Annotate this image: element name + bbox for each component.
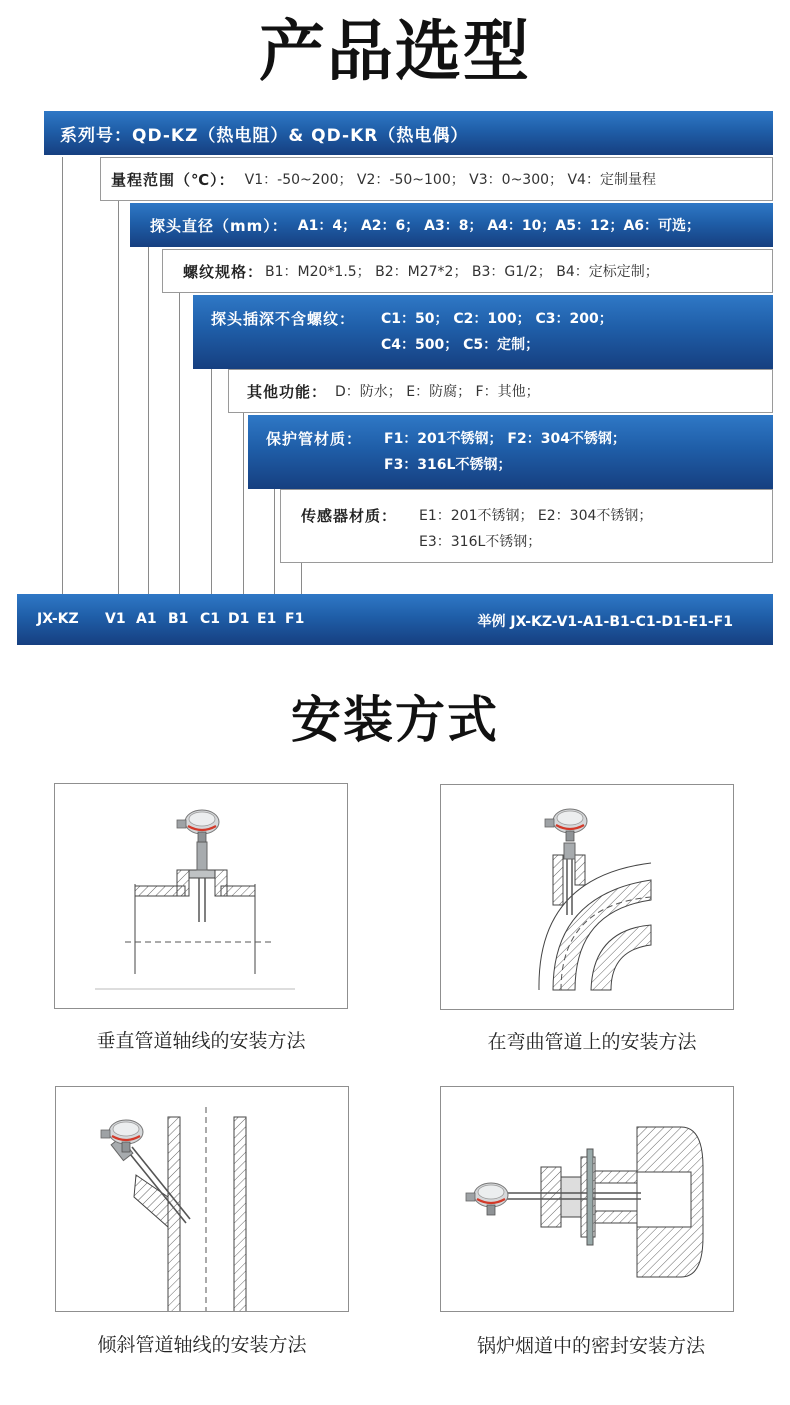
- code-v: V1: [105, 611, 126, 627]
- code-c: C1: [200, 611, 221, 627]
- code-a: A1: [136, 611, 157, 627]
- install-diagram-flue: [440, 1086, 734, 1312]
- insertion-depth-line-2: C4：500； C5：定制；: [381, 337, 540, 353]
- sensor-material-line-2: E3：316L不锈钢；: [419, 534, 542, 550]
- connector-line: [148, 203, 149, 594]
- other-functions-label: 其他功能：: [247, 382, 328, 401]
- probe-diameter-row: [130, 203, 773, 247]
- section-title-selection: 产品选型: [259, 13, 531, 90]
- tube-material-line-1: F1：201不锈钢； F2：304不锈钢；: [384, 431, 626, 447]
- probe-diameter-label: 探头直径（mm）：: [150, 216, 288, 235]
- range-row: [100, 157, 773, 201]
- sensor-material-line-1: E1：201不锈钢； E2：304不锈钢；: [419, 508, 653, 524]
- code-e: E1: [257, 611, 277, 627]
- install-caption-bent: 在弯曲管道上的安装方法: [487, 1031, 697, 1053]
- tube-material-label: 保护管材质：: [266, 430, 363, 448]
- tube-material-line-2: F3：316L不锈钢；: [384, 457, 512, 473]
- insertion-depth-row: [193, 295, 773, 369]
- code-d: D1: [228, 611, 250, 627]
- sensor-material-label: 传感器材质：: [301, 507, 398, 525]
- series-row: [44, 111, 773, 155]
- install-caption-inclined: 倾斜管道轴线的安装方法: [97, 1334, 307, 1356]
- section-title-installation: 安装方式: [291, 691, 499, 749]
- insertion-depth-label: 探头插深不含螺纹：: [211, 310, 356, 328]
- thread-spec-values: B1：M20*1.5； B2：M27*2； B3：G1/2； B4：定标定制；: [265, 264, 659, 280]
- sensor-material-row: [280, 489, 773, 563]
- probe-diameter-values: A1：4； A2：6； A3：8； A4：10；A5：12；A6：可选；: [297, 218, 701, 234]
- model-code-bar: [17, 594, 773, 645]
- code-f: F1: [285, 611, 305, 627]
- install-diagram-vertical: [54, 783, 348, 1009]
- install-diagram-bent: [440, 784, 734, 1010]
- other-functions-row: [228, 369, 773, 413]
- install-caption-flue: 锅炉烟道中的密封安装方法: [476, 1335, 705, 1357]
- range-label: 量程范围（℃）：: [111, 170, 235, 189]
- sensor-head-icon: [545, 809, 587, 841]
- install-caption-vertical: 垂直管道轴线的安装方法: [96, 1030, 306, 1052]
- series-label: 系列号：QD-KZ（热电阻）& QD-KR（热电偶）: [60, 125, 469, 146]
- tube-material-row: [248, 415, 773, 489]
- code-example: 举例 JX-KZ-V1-A1-B1-C1-D1-E1-F1: [477, 614, 733, 630]
- thread-spec-row: [162, 249, 773, 293]
- connector-line: [118, 157, 119, 594]
- install-diagram-inclined: [55, 1086, 349, 1312]
- sensor-head-icon: [101, 1120, 143, 1152]
- connector-line: [179, 249, 180, 594]
- sensor-head-icon: [177, 810, 219, 842]
- connector-line: [62, 157, 63, 594]
- thread-spec-label: 螺纹规格：: [183, 262, 264, 281]
- other-functions-values: D：防水； E：防腐； F：其他；: [335, 384, 540, 400]
- insertion-depth-line-1: C1：50； C2：100； C3：200；: [381, 311, 613, 327]
- code-series: JX-KZ: [37, 611, 79, 627]
- code-b: B1: [168, 611, 189, 627]
- range-values: V1：-50~200； V2：-50~100； V3：0~300； V4：定制量程: [244, 172, 656, 188]
- sensor-head-icon: [466, 1183, 508, 1215]
